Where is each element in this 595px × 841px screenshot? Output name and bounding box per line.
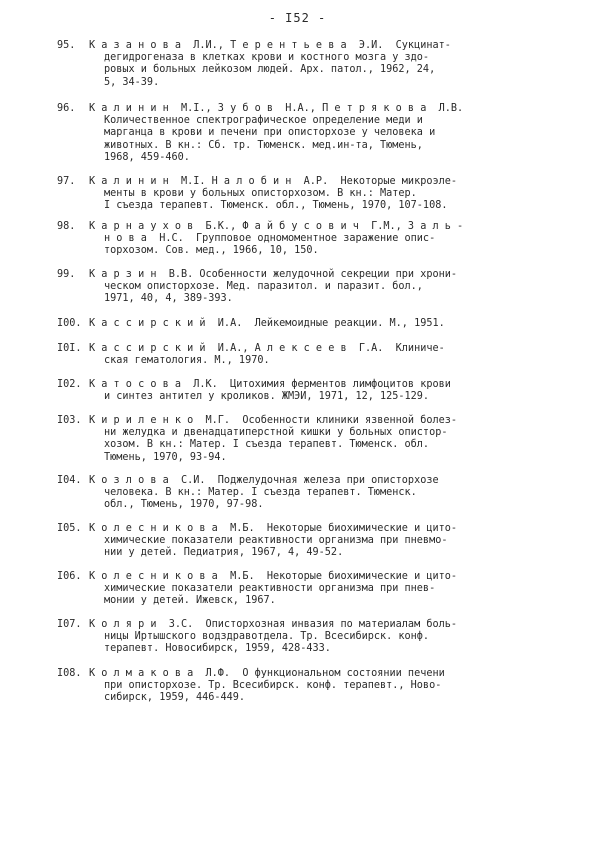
- reference-entry: [57, 103, 547, 164]
- reference-line: К о л е с н и к о в а М.Б. Некоторые биохимические и цито-: [89, 523, 458, 534]
- reference-entry: [57, 318, 547, 330]
- reference-line: сибирск, 1959, 446-449.: [104, 692, 246, 704]
- reference-line: К а с с и р с к и й И.А., А л е к с е е в Г.А. Клиниче-: [89, 343, 445, 354]
- reference-number: I05.: [57, 523, 82, 534]
- reference-number: 95.: [57, 40, 76, 51]
- reference-number: I07.: [57, 619, 82, 630]
- reference-text: [89, 176, 547, 213]
- reference-line: животных. В кн.: Сб. тр. Тюменск. мед.ин-та, Тюмень,: [104, 139, 423, 151]
- reference-line: н о в а Н.С. Групповое одномоментное заражение опис-: [104, 233, 436, 245]
- reference-line: марганца в крови и печени при описторхозе у человека и: [104, 127, 436, 139]
- reference-line: торхозом. Сов. мед., 1966, 10, 150.: [104, 245, 319, 257]
- reference-entry: [57, 571, 547, 608]
- reference-line: Количественное спектрографическое определение меди и: [104, 115, 423, 127]
- reference-number: 98.: [57, 221, 76, 232]
- reference-text: [89, 103, 547, 164]
- reference-entry: [57, 415, 547, 464]
- reference-text: [89, 415, 547, 464]
- reference-line: терапевт. Новосибирск, 1959, 428-433.: [104, 643, 331, 655]
- reference-entry: [57, 619, 547, 656]
- reference-line: К а т о с о в а Л.К. Цитохимия ферментов лимфоцитов крови: [89, 379, 451, 390]
- reference-number: 97.: [57, 176, 76, 187]
- reference-line: К а л и н и н М.I., З у б о в Н.А., П е т р я к о в а Л.В.: [89, 103, 464, 114]
- reference-number: I0I.: [57, 343, 82, 354]
- reference-line: ни желудка и двенадцатиперстной кишки у больных опистор-: [104, 427, 448, 439]
- reference-line: химические показатели реактивности организма при пнев-: [104, 583, 436, 595]
- reference-text: [89, 523, 547, 560]
- reference-line: ровых и больных лейкозом людей. Арх. патол., 1962, 24,: [104, 64, 436, 76]
- reference-line: нии у детей. Педиатрия, 1967, 4, 49-52.: [104, 547, 344, 559]
- reference-number: I04.: [57, 475, 82, 486]
- reference-line: при описторхозе. Тр. Всесибирск. конф. терапевт., Ново-: [104, 680, 442, 692]
- reference-line: I съезда терапевт. Тюменск. обл., Тюмень, 1970, 107-108.: [104, 200, 448, 212]
- reference-line: К а р н а у х о в Б.К., Ф а й б у с о в и ч Г.М., З а л ь -: [89, 221, 464, 232]
- reference-line: человека. В кн.: Матер. I съезда терапевт. Тюменск.: [104, 487, 417, 499]
- reference-number: I08.: [57, 668, 82, 679]
- reference-entry: [57, 269, 547, 306]
- reference-line: 1971, 40, 4, 389-393.: [104, 293, 233, 305]
- reference-line: К о л я р и З.С. Описторхозная инвазия по материалам боль-: [89, 619, 458, 630]
- reference-text: [89, 571, 547, 608]
- reference-line: К и р и л е н к о М.Г. Особенности клиники язвенной болез-: [89, 415, 458, 426]
- reference-number: I02.: [57, 379, 82, 390]
- reference-line: К а л и н и н М.I. Н а л о б и н А.Р. Некоторые микроэле-: [89, 176, 458, 187]
- reference-line: и синтез антител у кроликов. ЖМЭИ, 1971, 12, 125-129.: [104, 391, 430, 403]
- reference-line: К а с с и р с к и й И.А. Лейкемоидные реакции. М., 1951.: [89, 318, 445, 329]
- reference-entry: [57, 379, 547, 403]
- reference-line: К о з л о в а С.И. Поджелудочная железа при описторхозе: [89, 475, 439, 486]
- reference-text: [89, 318, 547, 330]
- reference-line: К о л е с н и к о в а М.Б. Некоторые биохимические и цито-: [89, 571, 458, 582]
- reference-entry: [57, 221, 547, 258]
- reference-line: ницы Иртышского водздравотдела. Тр. Всесибирск. конф.: [104, 631, 430, 643]
- reference-line: Тюмень, 1970, 93-94.: [104, 451, 227, 463]
- reference-text: [89, 619, 547, 656]
- reference-entry: [57, 40, 547, 89]
- reference-line: монии у детей. Ижевск, 1967.: [104, 595, 276, 607]
- page-number: - I52 -: [268, 11, 327, 25]
- reference-entry: [57, 343, 547, 367]
- reference-line: менты в крови у больных описторхозом. В кн.: Матер.: [104, 188, 417, 200]
- reference-number: I00.: [57, 318, 82, 329]
- reference-line: К о л м а к о в а Л.Ф. О функциональном состоянии печени: [89, 668, 445, 679]
- reference-line: ская гематология. М., 1970.: [104, 355, 270, 367]
- reference-number: 96.: [57, 103, 76, 114]
- reference-text: [89, 343, 547, 367]
- reference-text: [89, 40, 547, 89]
- reference-line: 5, 34-39.: [104, 76, 160, 88]
- reference-line: К а з а н о в а Л.И., Т е р е н т ь е в а Э.И. Сукцинат-: [89, 40, 451, 51]
- reference-entry: [57, 176, 547, 213]
- reference-line: К а р з и н В.В. Особенности желудочной секреции при хрони-: [89, 269, 458, 280]
- reference-text: [89, 668, 547, 705]
- reference-line: хозом. В кн.: Матер. I съезда терапевт. Тюменск. обл.: [104, 439, 430, 451]
- reference-text: [89, 221, 547, 258]
- reference-line: дегидрогеназа в клетках крови и костного мозга у здо-: [104, 52, 430, 64]
- reference-line: химические показатели реактивности организма при пневмо-: [104, 535, 448, 547]
- reference-number: 99.: [57, 269, 76, 280]
- reference-entry: [57, 668, 547, 705]
- reference-entry: [57, 475, 547, 512]
- reference-number: I06.: [57, 571, 82, 582]
- reference-text: [89, 379, 547, 403]
- reference-text: [89, 475, 547, 512]
- reference-line: обл., Тюмень, 1970, 97-98.: [104, 499, 264, 511]
- reference-text: [89, 269, 547, 306]
- reference-line: ческом описторхозе. Мед. паразитол. и паразит. бол.,: [104, 281, 423, 293]
- reference-number: I03.: [57, 415, 82, 426]
- reference-entry: [57, 523, 547, 560]
- reference-line: 1968, 459-460.: [104, 151, 190, 163]
